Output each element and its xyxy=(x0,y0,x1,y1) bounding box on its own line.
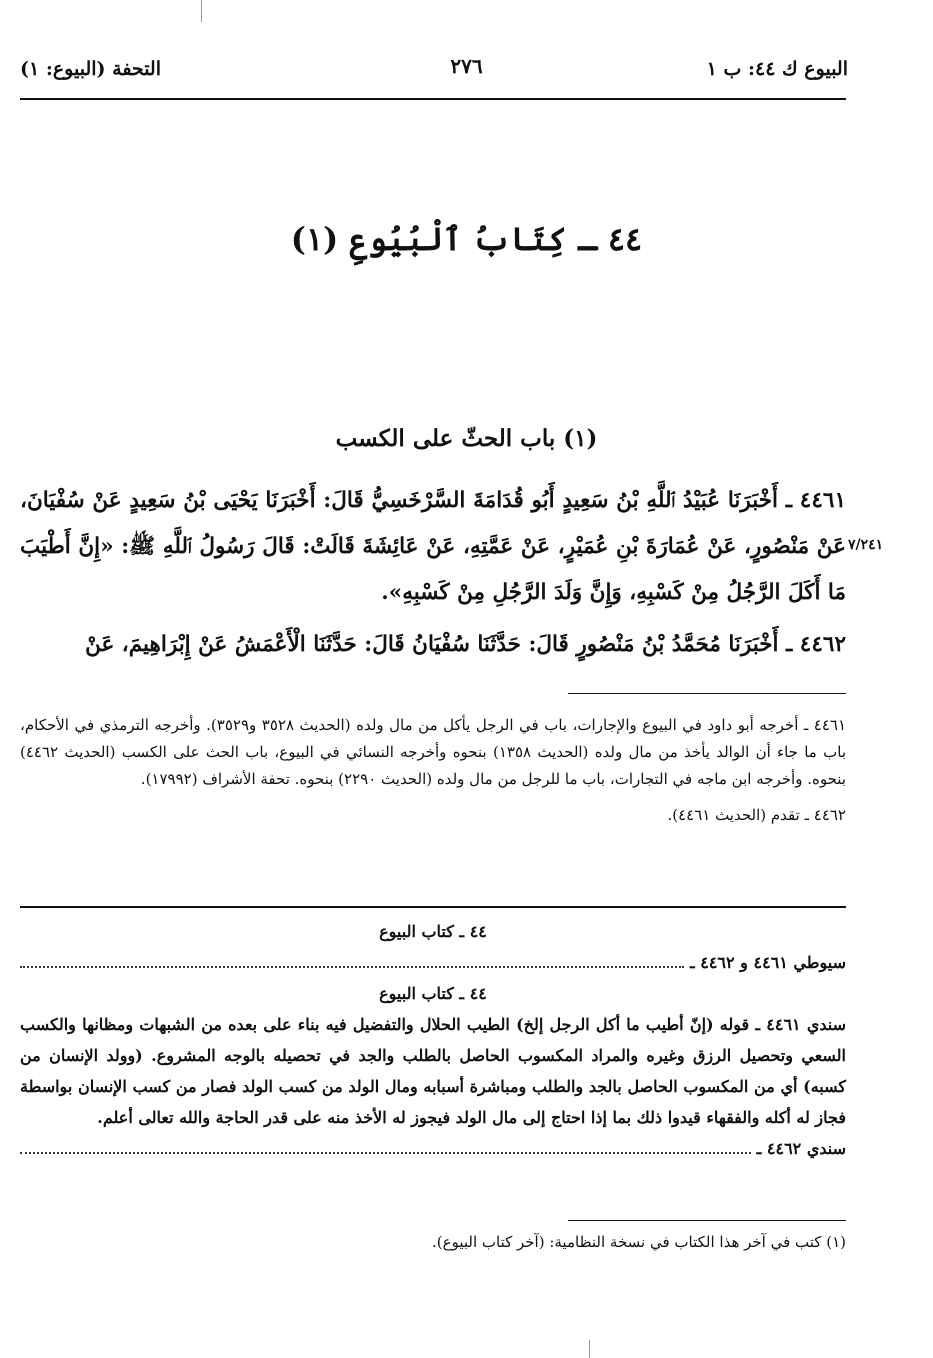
hadith-4462: ٤٤٦٢ ـ أَخْبَرَنَا مُحَمَّدُ بْنُ مَنْصُورٍ قَالَ: حَدَّثَنَا سُفْيَانُ قَالَ: حَدَّثَنَا الْأَعْمَشُ عَنْ إِبْرَاهِيمَ، عَنْ xyxy=(85,632,846,657)
takhrij-note-4461: ٤٤٦١ ـ أخرجه أبو داود في البيوع والإجارات، باب في الرجل يأكل من مال ولده (الحديث ٣٥٢٨ و٣٥٢٩). وأخرجه الترمذي في الأحكام، باب ما جاء أن الوالد يأخذ من مال ولده (الحديث ١٣٥٨) بنحوه وأخرجه النسائي في البيوع، باب الحث على الكسب (الحديث ٤٤٦٢) بنحوه. وأخرجه ابن ماجه في التجارات، باب ما للرجل من مال ولده (الحديث ٢٢٩٠) بنحوه. تحفة الأشراف (١٧٩٩٢). xyxy=(20,716,847,788)
scan-mark xyxy=(201,0,202,22)
suyuti-line: سيوطي ٤٤٦١ و ٤٤٦٢ ـ xyxy=(689,953,846,972)
notes-rule xyxy=(568,693,846,694)
sindi-heading: ٤٤ ـ كتاب البيوع xyxy=(379,984,487,1003)
page-number: ٢٧٦ xyxy=(450,54,483,78)
takhrij-notes xyxy=(20,712,846,838)
book-title: ٤٤ ـ كِتَابُ ٱلْبُيُوعِ (١) xyxy=(290,220,643,258)
running-header-left: التحفة (البيوع: ١) xyxy=(20,58,162,80)
commentary-section xyxy=(20,916,846,1164)
footnote-rule xyxy=(568,1220,846,1221)
dotted-leader xyxy=(20,1152,751,1154)
chapter-title: (١) باب الحثّ على الكسب xyxy=(335,425,598,452)
margin-reference: ٧/٢٤١ xyxy=(848,537,884,553)
suyuti-heading: ٤٤ ـ كتاب البيوع xyxy=(379,922,487,941)
dotted-leader xyxy=(20,966,684,968)
footnote: (١) كتب في آخر هذا الكتاب في نسخة النظامية: (آخر كتاب البيوع). xyxy=(432,1233,846,1251)
sindi-line-4462: سندي ٤٤٦٢ ـ xyxy=(756,1139,846,1158)
sindi-entry-4462 xyxy=(20,1133,846,1164)
header-rule xyxy=(20,98,846,100)
commentary-rule xyxy=(20,906,846,908)
scan-mark xyxy=(589,1340,590,1358)
takhrij-note-4462: ٤٤٦٢ ـ تقدم (الحديث ٤٤٦١). xyxy=(667,806,846,824)
running-header-right: البيوع ك ٤٤: ب ١ xyxy=(706,58,848,80)
hadith-text xyxy=(20,478,846,668)
hadith-4461: ٤٤٦١ ـ أَخْبَرَنَا عُبَيْدُ ٱللَّهِ بْنُ سَعِيدٍ أَبُو قُدَامَةَ السَّرْخَسِيُّ قَالَ: أَخْبَرَنَا يَحْيَى بْنُ سَعِيدٍ عَنْ سُفْيَانَ، عَنْ مَنْصُورٍ، عَنْ عُمَارَةَ بْنِ عُمَيْرٍ، عَنْ عَمَّتِهِ، عَنْ عَائِشَةَ قَالَتْ: قَالَ رَسُولُ ٱللَّهِ ﷺ: «إِنَّ أَطْيَبَ مَا أَكَلَ الرَّجُلُ مِنْ كَسْبِهِ، وَإِنَّ وَلَدَ الرَّجُلِ مِنْ كَسْبِهِ». xyxy=(20,488,846,605)
sindi-commentary: سندي ٤٤٦١ ـ قوله (إنّ أطيب ما أكل الرجل إلخ) الطيب الحلال والتفضيل فيه بناء على بعده من الشبهات ومظانها والكسب السعي وتحصيل الرزق وغيره والمراد المكسوب الحاصل بالطلب والجد في تحصيله بالوجه المشروع. (وولد الإنسان من كسبه) أي من المكسوب الحاصل بالجد والطلب ومباشرة أسبابه ومال الولد من كسب الولد فصار من كسب الإنسان بواسطة فجاز له أكله والفقهاء قيدوا ذلك بما إذا احتاج إلى مال الولد فيجوز له الأخذ منه على قدر الحاجة والله تعالى أعلم. xyxy=(20,1015,847,1127)
suyuti-entry xyxy=(20,947,846,978)
